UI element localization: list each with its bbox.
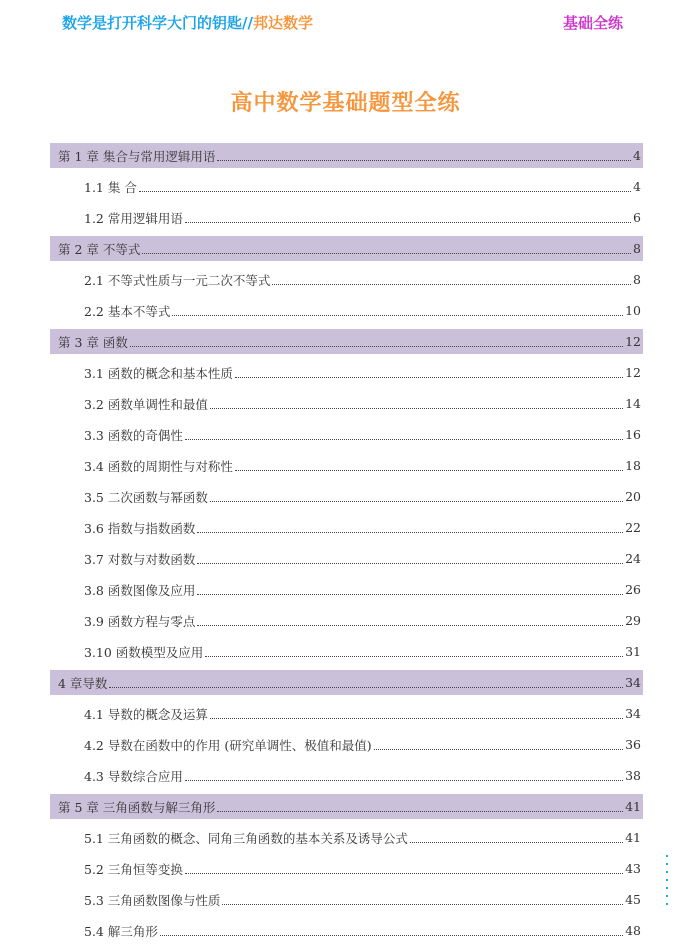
dot-leader (210, 718, 623, 719)
toc-page-number: 18 (625, 458, 641, 473)
toc-page-number: 12 (625, 365, 641, 380)
dot-leader (210, 408, 623, 409)
toc-entry-label: 3.4 函数的周期性与对称性 (84, 458, 233, 474)
toc-section-entry[interactable] (50, 853, 643, 884)
toc-page-number: 16 (625, 427, 641, 442)
toc-section-entry[interactable] (50, 636, 643, 667)
dot-leader (410, 842, 623, 843)
toc-section-entry[interactable] (50, 419, 643, 450)
toc-page-number: 20 (625, 489, 641, 504)
dot-leader (197, 563, 623, 564)
toc-page-number: 36 (625, 737, 641, 752)
dot-leader (235, 470, 623, 471)
toc-section-entry[interactable] (50, 915, 643, 946)
dot-leader (197, 594, 623, 595)
toc-entry-label: 3.3 函数的奇偶性 (84, 427, 183, 443)
dot-leader (235, 377, 623, 378)
toc-chapter-entry[interactable] (50, 670, 643, 695)
toc-entry-label: 3.9 函数方程与零点 (84, 613, 196, 629)
toc-section-entry[interactable] (50, 450, 643, 481)
toc-section-entry[interactable] (50, 171, 643, 202)
toc-entry-label: 3.7 对数与对数函数 (84, 551, 196, 567)
toc-chapter-entry[interactable] (50, 794, 643, 819)
toc-page-number: 41 (625, 830, 641, 845)
toc-entry-label: 2.2 基本不等式 (84, 303, 171, 319)
toc-section-entry[interactable] (50, 729, 643, 760)
toc-entry-label: 第 3 章 函数 (58, 334, 128, 350)
toc-entry-label: 2.1 不等式性质与一元二次不等式 (84, 272, 271, 288)
toc-entry-label: 1.1 集 合 (84, 179, 137, 195)
page-header (62, 12, 629, 34)
toc-page-number: 45 (625, 892, 641, 907)
toc-entry-label: 3.10 函数模型及应用 (84, 644, 204, 660)
dot-leader (130, 346, 623, 347)
dot-leader (185, 780, 623, 781)
toc-section-entry[interactable] (50, 481, 643, 512)
toc-entry-label: 第 5 章 三角函数与解三角形 (58, 799, 216, 815)
toc-entry-label: 4 章导数 (58, 675, 108, 691)
toc-page-number: 6 (633, 210, 641, 225)
toc-entry-label: 5.4 解三角形 (84, 923, 158, 939)
toc-section-entry[interactable] (50, 884, 643, 915)
toc-entry-label: 1.2 常用逻辑用语 (84, 210, 183, 226)
dot-leader (142, 253, 631, 254)
toc-section-entry[interactable] (50, 264, 643, 295)
toc-entry-label: 3.2 函数单调性和最值 (84, 396, 208, 412)
toc-page-number: 14 (625, 396, 641, 411)
dot-leader (272, 284, 631, 285)
toc-section-entry[interactable] (50, 543, 643, 574)
toc-page-number: 29 (625, 613, 641, 628)
toc-entry-label: 3.5 二次函数与幂函数 (84, 489, 208, 505)
toc-page-number: 34 (625, 706, 641, 721)
dot-leader (160, 935, 623, 936)
toc-section-entry[interactable] (50, 357, 643, 388)
toc-page-number: 10 (625, 303, 641, 318)
toc-entry-label: 第 1 章 集合与常用逻辑用语 (58, 148, 216, 164)
page-title: 高中数学基础题型全练 (230, 90, 461, 116)
toc-entry-label: 3.6 指数与指数函数 (84, 520, 196, 536)
toc-page-number: 48 (625, 923, 641, 938)
toc-section-entry[interactable] (50, 202, 643, 233)
toc-entry-label: 5.2 三角恒等变换 (84, 861, 183, 877)
toc-page-number: 26 (625, 582, 641, 597)
toc-chapter-entry[interactable] (50, 329, 643, 354)
toc-entry-label: 3.1 函数的概念和基本性质 (84, 365, 233, 381)
toc-page-number: 8 (633, 272, 641, 287)
dot-leader (217, 811, 623, 812)
table-of-contents (50, 140, 643, 946)
toc-page-number: 22 (625, 520, 641, 535)
dot-leader (139, 191, 631, 192)
edge-dot-marker (666, 855, 668, 911)
toc-section-entry[interactable] (50, 822, 643, 853)
toc-section-entry[interactable] (50, 760, 643, 791)
dot-leader (374, 749, 624, 750)
toc-page-number: 43 (625, 861, 641, 876)
toc-page-number: 31 (625, 644, 641, 659)
toc-entry-label: 5.3 三角函数图像与性质 (84, 892, 221, 908)
toc-section-entry[interactable] (50, 605, 643, 636)
toc-entry-label: 3.8 函数图像及应用 (84, 582, 196, 598)
toc-page-number: 38 (625, 768, 641, 783)
toc-section-entry[interactable] (50, 512, 643, 543)
toc-page-number: 34 (625, 675, 641, 690)
dot-leader (172, 315, 623, 316)
toc-chapter-entry[interactable] (50, 236, 643, 261)
dot-leader (210, 501, 623, 502)
dot-leader (109, 687, 623, 688)
toc-section-entry[interactable] (50, 574, 643, 605)
toc-page-number: 8 (633, 241, 641, 256)
toc-page-number: 12 (625, 334, 641, 349)
toc-section-entry[interactable] (50, 698, 643, 729)
toc-section-entry[interactable] (50, 388, 643, 419)
toc-page-number: 41 (625, 799, 641, 814)
dot-leader (197, 625, 623, 626)
toc-entry-label: 4.3 导数综合应用 (84, 768, 183, 784)
dot-leader (197, 532, 623, 533)
header-section-label: 基础全练 (562, 14, 623, 32)
dot-leader (217, 160, 631, 161)
toc-section-entry[interactable] (50, 295, 643, 326)
dot-leader (185, 439, 623, 440)
header-slogan: 数学是打开科学大门的钥匙// (62, 14, 253, 32)
header-left (62, 12, 313, 33)
dot-leader (222, 904, 623, 905)
toc-page-number: 24 (625, 551, 641, 566)
toc-entry-label: 5.1 三角函数的概念、同角三角函数的基本关系及诱导公式 (84, 830, 408, 846)
dot-leader (205, 656, 623, 657)
toc-page-number: 4 (633, 179, 641, 194)
toc-entry-label: 4.2 导数在函数中的作用 (研究单调性、极值和最值) (84, 737, 372, 753)
toc-entry-label: 第 2 章 不等式 (58, 241, 141, 257)
header-brand: 邦达数学 (252, 14, 313, 32)
toc-chapter-entry[interactable] (50, 143, 643, 168)
dot-leader (185, 222, 631, 223)
toc-entry-label: 4.1 导数的概念及运算 (84, 706, 208, 722)
dot-leader (185, 873, 623, 874)
toc-page-number: 4 (633, 148, 641, 163)
